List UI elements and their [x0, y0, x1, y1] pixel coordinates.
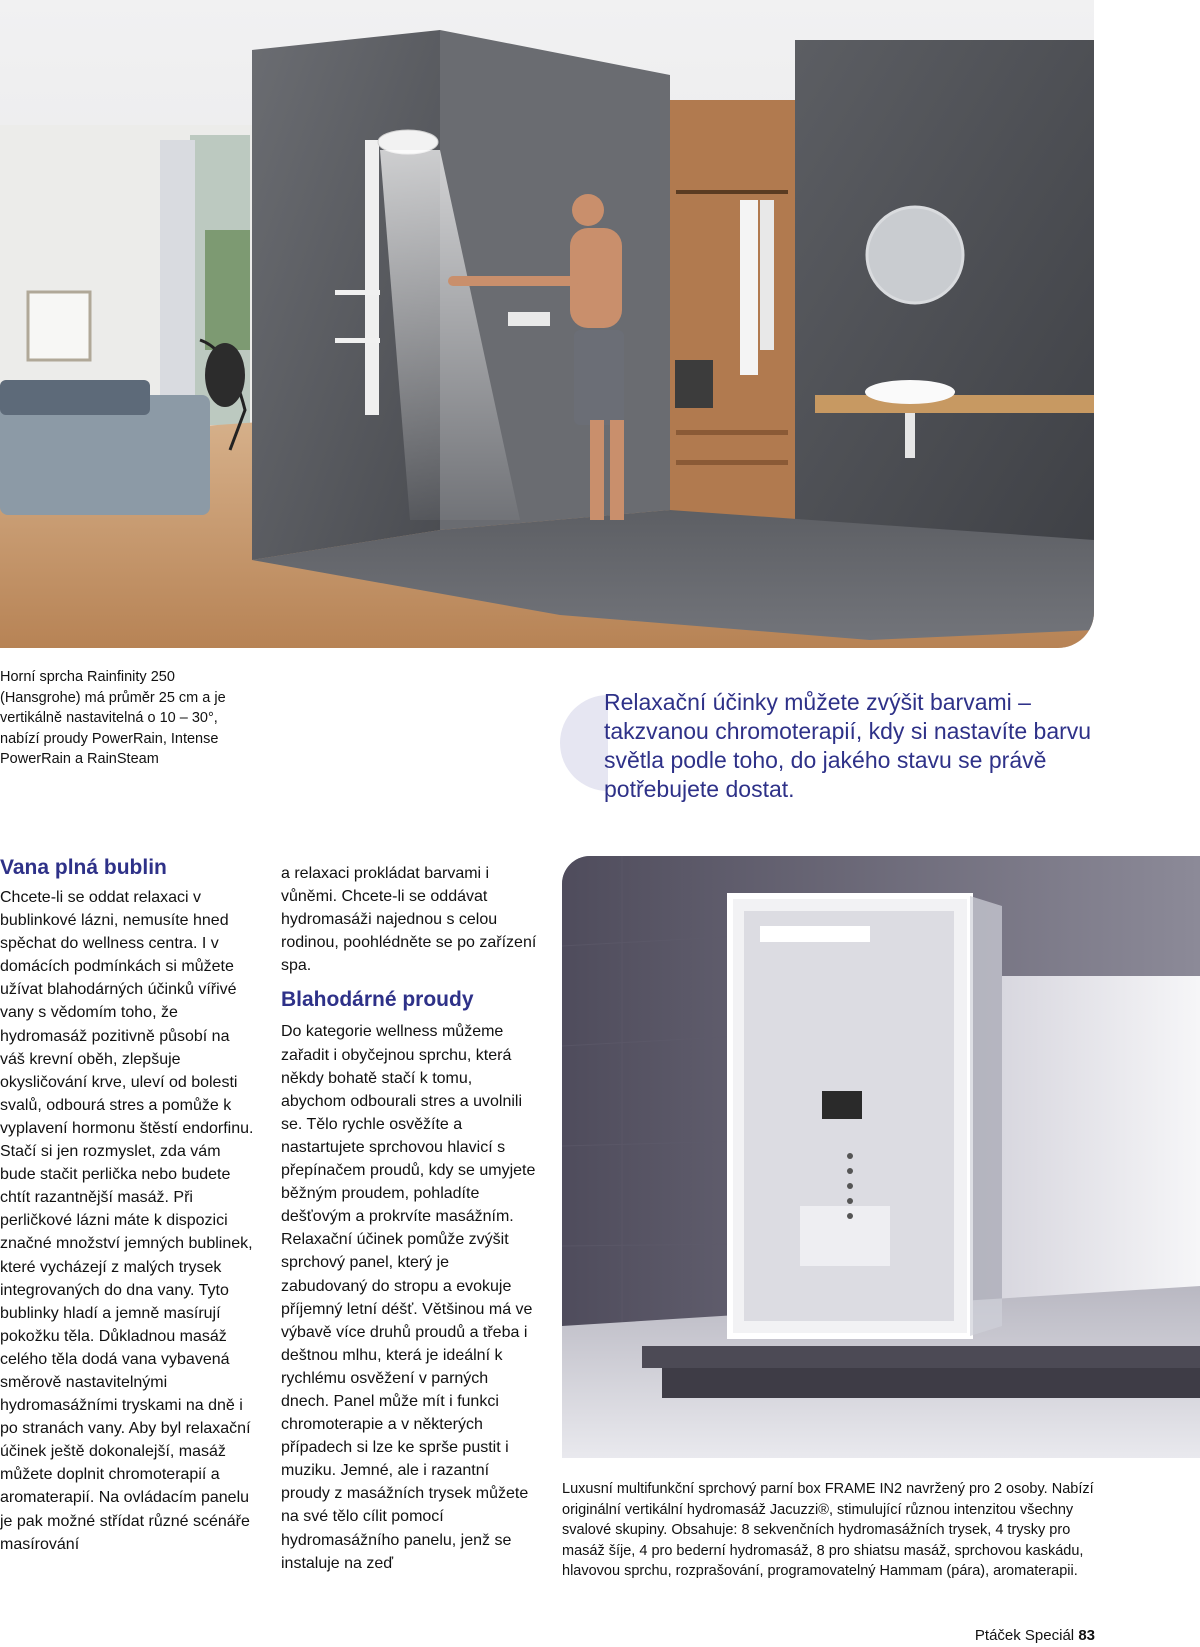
steam-box-photo — [562, 856, 1200, 1458]
section-body-streams: Do kategorie wellness můžeme zařadit i obyčejnou sprchu, která někdy bohatě stačí k tomu, abychom odbourali stres a uvolnili se. Tělo rychle osvěžíte a nastartujete sprchovou hlavicí s přepínačem proudů, kdy se umyjete běžným proudem, pohladíte dešťovým a prokrvíte masážním. Relaxační účinek pomůže zvýšit sprchový panel, který je zabudovaný do stropu a evokuje příjemný letní déšť. Většinou má ve výbavě více druhů proudů a třeba i deštnou mlhu, která je ideální k rychlému osvěžení v parných dnech. Panel může mít i funkci chromoterapie a v některých případech si lze ke sprše pustit i muziku. Jemné, ale i razantní proudy z masážních trysek můžete na své tělo cílit pomocí hydromasážního panelu, jenž se instaluje na zeď — [281, 1023, 536, 1572]
page-footer — [975, 1627, 1095, 1644]
section-heading-streams: Blahodárné proudy — [281, 988, 474, 1012]
steam-shower-photo-icon — [562, 856, 1200, 1458]
footer-brand: Ptáček Speciál — [974, 1627, 1075, 1644]
section-body-continued: a relaxaci prokládat barvami i vůněmi. Chcete-li se oddávat hydromasáži najednou s celou rodinou, poohlédněte se po zařízení spa. — [281, 865, 537, 975]
section-heading-bubbles: Vana plná bublin — [0, 856, 167, 879]
hero-shower-photo — [0, 0, 1094, 648]
steam-box-caption: Luxusní multifunkční sprchový parní box FRAME IN2 navržený pro 2 osoby. Nabízí originální vertikální hydromasáž Jacuzzi®, stimulující různou intenzitou všechny svalové skupiny. Obsahuje: 8 sekvenčních hydromasážních trysek, 4 trysky pro masáž šíje, 4 pro bederní hydromasáž, 8 pro shiatsu masáž, sprchovou kaskádu, hlavovou sprchu, rozprašování, programovatelný Hammam (pára), aromaterapii. — [562, 1481, 1094, 1579]
quote-decoration — [560, 695, 608, 791]
pull-quote: Relaxační účinky můžete zvýšit barvami – takzvanou chromoterapií, kdy si nastavíte barvu světla podle toho, do jakého stavu se právě potřebujete dostat. — [604, 689, 1092, 802]
article-column-1 — [0, 854, 256, 1556]
section-body-bubbles: Chcete-li se oddat relaxaci v bublinkové lázni, nemusíte hned spěchat do wellness centra. I v domácích podmínkách si můžete užívat blahodárných účinků vířivé vany s vědomím toho, že hydromasáž pozitivně působí na váš krevní oběh, zlepšuje okysličování krve, uleví od bolesti svalů, odbourá stres a pomůže k vyplavení hormonu štěstí endorfinu. Stačí si jen rozmyslet, zda vám bude stačit perlička nebo budete chtít razantnější masáž. Při perličkové lázni máte k dispozici značné množství jemných bublinek, které vycházejí z malých trysek integrovaných do dna vany. Tyto bublinky hladí a jemně masírují pokožku těla. Důkladnou masáž celého těla dodá vana vybavená směrově nastavitelnými hydromasážními tryskami na dně i po stranách vany. Aby byl relaxační účinek ještě dokonalejší, masáž můžete doplnit chromoterapií a aromaterapií. Na ovládacím panelu je pak možné střídat různé scénáře masírování — [0, 889, 254, 1553]
hero-caption: Horní sprcha Rainfinity 250 (Hansgrohe) má průměr 25 cm a je vertikálně nastavitelná o 10 – 30°, nabízí proudy PowerRain, Intense PowerRain a RainSteam — [0, 669, 226, 767]
page-number: 83 — [1078, 1627, 1095, 1644]
shower-photo-icon — [0, 0, 1094, 648]
article-column-2 — [281, 862, 537, 1575]
